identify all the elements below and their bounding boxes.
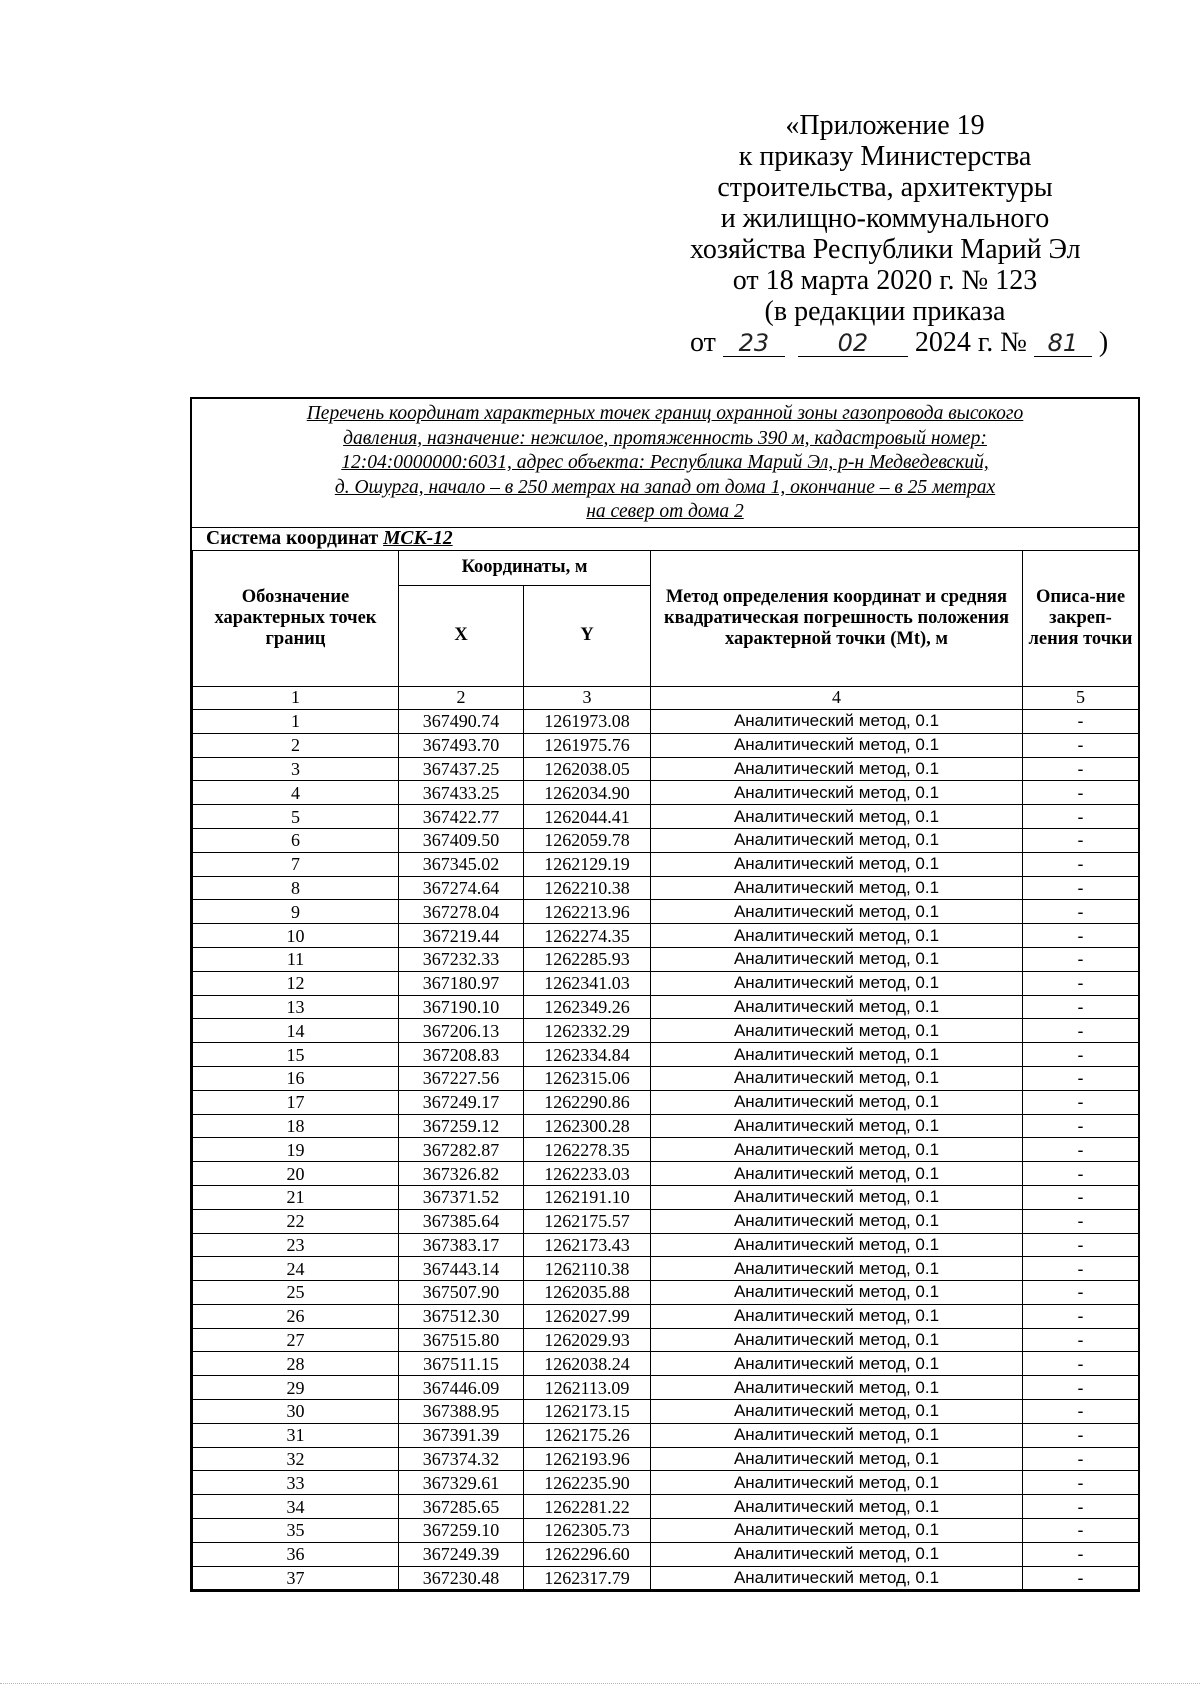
- table-row: [193, 1400, 1139, 1424]
- y-coordinate-cell: 1262038.24: [524, 1352, 651, 1376]
- x-coordinate-cell: 367274.64: [399, 876, 524, 900]
- point-number-cell: 18: [193, 1114, 399, 1138]
- method-cell: Аналитический метод, 0.1: [651, 1185, 1023, 1209]
- x-coordinate-cell: 367409.50: [399, 828, 524, 852]
- method-cell: Аналитический метод, 0.1: [651, 1376, 1023, 1400]
- point-number-cell: 36: [193, 1542, 399, 1566]
- method-cell: Аналитический метод, 0.1: [651, 1519, 1023, 1543]
- method-cell: Аналитический метод, 0.1: [651, 971, 1023, 995]
- header-designation: Обозначение характерных точек границ: [193, 550, 399, 686]
- point-number-cell: 10: [193, 924, 399, 948]
- y-coordinate-cell: 1262296.60: [524, 1542, 651, 1566]
- description-cell: -: [1023, 1138, 1139, 1162]
- point-number-cell: 28: [193, 1352, 399, 1376]
- description-cell: -: [1023, 1090, 1139, 1114]
- method-cell: Аналитический метод, 0.1: [651, 1400, 1023, 1424]
- description-cell: -: [1023, 1185, 1139, 1209]
- table-row: [193, 1566, 1139, 1590]
- method-cell: Аналитический метод, 0.1: [651, 1542, 1023, 1566]
- y-coordinate-cell: 1262038.05: [524, 757, 651, 781]
- description-cell: -: [1023, 1019, 1139, 1043]
- table-row: [193, 828, 1139, 852]
- column-number: 1: [193, 686, 399, 709]
- table-row: [193, 805, 1139, 829]
- x-coordinate-cell: 367493.70: [399, 733, 524, 757]
- column-number: 4: [651, 686, 1023, 709]
- x-coordinate-cell: 367383.17: [399, 1233, 524, 1257]
- x-coordinate-cell: 367446.09: [399, 1376, 524, 1400]
- table-row: [193, 1162, 1139, 1186]
- description-cell: -: [1023, 1281, 1139, 1305]
- description-cell: -: [1023, 805, 1139, 829]
- title-line-3: 12:04:0000000:6031, адрес объекта: Республика Марий Эл, р-н Медведевский,: [341, 452, 989, 474]
- description-cell: -: [1023, 1519, 1139, 1543]
- table-row: [193, 1090, 1139, 1114]
- table-row: [193, 1447, 1139, 1471]
- method-cell: Аналитический метод, 0.1: [651, 1209, 1023, 1233]
- method-cell: Аналитический метод, 0.1: [651, 733, 1023, 757]
- handwritten-month: 02: [798, 330, 908, 357]
- description-cell: -: [1023, 995, 1139, 1019]
- table-row: [193, 757, 1139, 781]
- close-paren: ): [1098, 327, 1109, 358]
- x-coordinate-cell: 367329.61: [399, 1471, 524, 1495]
- point-number-cell: 32: [193, 1447, 399, 1471]
- table-row: [193, 1376, 1139, 1400]
- x-coordinate-cell: 367443.14: [399, 1257, 524, 1281]
- point-number-cell: 29: [193, 1376, 399, 1400]
- description-cell: -: [1023, 1566, 1139, 1590]
- table-row: [193, 1495, 1139, 1519]
- table-row: [193, 995, 1139, 1019]
- point-number-cell: 11: [193, 947, 399, 971]
- table-row: [193, 1542, 1139, 1566]
- x-coordinate-cell: 367206.13: [399, 1019, 524, 1043]
- x-coordinate-cell: 367511.15: [399, 1352, 524, 1376]
- method-cell: Аналитический метод, 0.1: [651, 1471, 1023, 1495]
- point-number-cell: 34: [193, 1495, 399, 1519]
- description-cell: -: [1023, 1471, 1139, 1495]
- point-number-cell: 3: [193, 757, 399, 781]
- table-row: [193, 1328, 1139, 1352]
- x-coordinate-cell: 367326.82: [399, 1162, 524, 1186]
- method-cell: Аналитический метод, 0.1: [651, 1566, 1023, 1590]
- y-coordinate-cell: 1262334.84: [524, 1043, 651, 1067]
- point-number-cell: 37: [193, 1566, 399, 1590]
- method-cell: Аналитический метод, 0.1: [651, 1495, 1023, 1519]
- description-cell: -: [1023, 947, 1139, 971]
- point-number-cell: 35: [193, 1519, 399, 1543]
- x-coordinate-cell: 367512.30: [399, 1304, 524, 1328]
- coordinate-system-label: Система координат: [206, 527, 379, 549]
- table-row: [193, 924, 1139, 948]
- method-cell: Аналитический метод, 0.1: [651, 1090, 1023, 1114]
- point-number-cell: 21: [193, 1185, 399, 1209]
- y-coordinate-cell: 1262059.78: [524, 828, 651, 852]
- page-bottom-rule: [0, 1683, 1200, 1684]
- coordinate-system-row: [192, 528, 1138, 550]
- x-coordinate-cell: 367208.83: [399, 1043, 524, 1067]
- header-y: Y: [524, 585, 651, 686]
- y-coordinate-cell: 1262175.26: [524, 1423, 651, 1447]
- method-cell: Аналитический метод, 0.1: [651, 1328, 1023, 1352]
- table-row: [193, 947, 1139, 971]
- method-cell: Аналитический метод, 0.1: [651, 781, 1023, 805]
- description-cell: -: [1023, 1114, 1139, 1138]
- table-title: [192, 399, 1138, 528]
- method-cell: Аналитический метод, 0.1: [651, 828, 1023, 852]
- method-cell: Аналитический метод, 0.1: [651, 709, 1023, 733]
- description-cell: -: [1023, 876, 1139, 900]
- y-coordinate-cell: 1262110.38: [524, 1257, 651, 1281]
- description-cell: -: [1023, 924, 1139, 948]
- y-coordinate-cell: 1262305.73: [524, 1519, 651, 1543]
- header-coordinates: Координаты, м: [399, 550, 651, 585]
- method-cell: Аналитический метод, 0.1: [651, 1138, 1023, 1162]
- description-cell: -: [1023, 1162, 1139, 1186]
- description-cell: -: [1023, 1352, 1139, 1376]
- appendix-line-6: от 18 марта 2020 г. № 123: [732, 265, 1038, 296]
- method-cell: Аналитический метод, 0.1: [651, 1233, 1023, 1257]
- y-coordinate-cell: 1262317.79: [524, 1566, 651, 1590]
- y-coordinate-cell: 1262034.90: [524, 781, 651, 805]
- x-coordinate-cell: 367422.77: [399, 805, 524, 829]
- appendix-line-2: к приказу Министерства: [738, 141, 1032, 172]
- description-cell: -: [1023, 900, 1139, 924]
- x-coordinate-cell: 367180.97: [399, 971, 524, 995]
- table-row: [193, 1114, 1139, 1138]
- table-row: [193, 1066, 1139, 1090]
- table-row: [193, 876, 1139, 900]
- description-cell: -: [1023, 757, 1139, 781]
- method-cell: Аналитический метод, 0.1: [651, 1281, 1023, 1305]
- header-description: Описа-ние закреп-ления точки: [1023, 550, 1139, 686]
- method-cell: Аналитический метод, 0.1: [651, 757, 1023, 781]
- table-row: [193, 1185, 1139, 1209]
- y-coordinate-cell: 1262175.57: [524, 1209, 651, 1233]
- title-line-2: давления, назначение: нежилое, протяженность 390 м, кадастровый номер:: [343, 427, 987, 449]
- y-coordinate-cell: 1262235.90: [524, 1471, 651, 1495]
- x-coordinate-cell: 367374.32: [399, 1447, 524, 1471]
- table-row: [193, 900, 1139, 924]
- point-number-cell: 20: [193, 1162, 399, 1186]
- method-cell: Аналитический метод, 0.1: [651, 852, 1023, 876]
- point-number-cell: 2: [193, 733, 399, 757]
- point-number-cell: 15: [193, 1043, 399, 1067]
- table-row: [193, 1471, 1139, 1495]
- description-cell: -: [1023, 1542, 1139, 1566]
- table-row: [193, 1233, 1139, 1257]
- x-coordinate-cell: 367249.39: [399, 1542, 524, 1566]
- y-coordinate-cell: 1262341.03: [524, 971, 651, 995]
- method-cell: Аналитический метод, 0.1: [651, 1423, 1023, 1447]
- coordinates-document: [190, 397, 1140, 1592]
- point-number-cell: 22: [193, 1209, 399, 1233]
- y-coordinate-cell: 1262193.96: [524, 1447, 651, 1471]
- y-coordinate-cell: 1262027.99: [524, 1304, 651, 1328]
- title-line-5: на север от дома 2: [586, 501, 744, 523]
- x-coordinate-cell: 367230.48: [399, 1566, 524, 1590]
- table-row: [193, 1138, 1139, 1162]
- method-cell: Аналитический метод, 0.1: [651, 1066, 1023, 1090]
- x-coordinate-cell: 367259.12: [399, 1114, 524, 1138]
- y-coordinate-cell: 1261973.08: [524, 709, 651, 733]
- method-cell: Аналитический метод, 0.1: [651, 947, 1023, 971]
- x-coordinate-cell: 367345.02: [399, 852, 524, 876]
- x-coordinate-cell: 367227.56: [399, 1066, 524, 1090]
- method-cell: Аналитический метод, 0.1: [651, 876, 1023, 900]
- column-number-row: [193, 686, 1139, 709]
- y-coordinate-cell: 1262191.10: [524, 1185, 651, 1209]
- y-coordinate-cell: 1262213.96: [524, 900, 651, 924]
- header-x: X: [399, 585, 524, 686]
- description-cell: -: [1023, 1066, 1139, 1090]
- table-row: [193, 852, 1139, 876]
- method-cell: Аналитический метод, 0.1: [651, 1257, 1023, 1281]
- description-cell: -: [1023, 852, 1139, 876]
- appendix-line-5: хозяйства Республики Марий Эл: [690, 234, 1081, 265]
- x-coordinate-cell: 367371.52: [399, 1185, 524, 1209]
- description-cell: -: [1023, 733, 1139, 757]
- description-cell: -: [1023, 1376, 1139, 1400]
- y-coordinate-cell: 1262290.86: [524, 1090, 651, 1114]
- table-row: [193, 1281, 1139, 1305]
- description-cell: -: [1023, 1328, 1139, 1352]
- appendix-line-4: и жилищно-коммунального: [720, 203, 1050, 234]
- y-coordinate-cell: 1262035.88: [524, 1281, 651, 1305]
- point-number-cell: 14: [193, 1019, 399, 1043]
- y-coordinate-cell: 1262029.93: [524, 1328, 651, 1352]
- point-number-cell: 12: [193, 971, 399, 995]
- coordinates-table: [192, 550, 1139, 1590]
- from-word: от: [690, 327, 716, 358]
- description-cell: -: [1023, 709, 1139, 733]
- y-coordinate-cell: 1262300.28: [524, 1114, 651, 1138]
- y-coordinate-cell: 1262274.35: [524, 924, 651, 948]
- point-number-cell: 5: [193, 805, 399, 829]
- table-row: [193, 1352, 1139, 1376]
- handwritten-order-number: 81: [1034, 330, 1092, 357]
- y-coordinate-cell: 1262129.19: [524, 852, 651, 876]
- table-row: [193, 709, 1139, 733]
- description-cell: -: [1023, 1043, 1139, 1067]
- appendix-header: [690, 110, 1109, 358]
- y-coordinate-cell: 1262044.41: [524, 805, 651, 829]
- point-number-cell: 24: [193, 1257, 399, 1281]
- y-coordinate-cell: 1261975.76: [524, 733, 651, 757]
- point-number-cell: 26: [193, 1304, 399, 1328]
- table-row: [193, 1519, 1139, 1543]
- point-number-cell: 16: [193, 1066, 399, 1090]
- title-line-4: д. Ошурга, начало – в 250 метрах на запад от дома 1, окончание – в 25 метрах: [334, 476, 996, 498]
- point-number-cell: 6: [193, 828, 399, 852]
- table-row: [193, 971, 1139, 995]
- header-method: Метод определения координат и средняя квадратическая погрешность положения характерной точки (Mt), м: [651, 550, 1023, 686]
- y-coordinate-cell: 1262281.22: [524, 1495, 651, 1519]
- description-cell: -: [1023, 1423, 1139, 1447]
- x-coordinate-cell: 367232.33: [399, 947, 524, 971]
- y-coordinate-cell: 1262210.38: [524, 876, 651, 900]
- table-row: [193, 1043, 1139, 1067]
- description-cell: -: [1023, 1495, 1139, 1519]
- point-number-cell: 31: [193, 1423, 399, 1447]
- x-coordinate-cell: 367388.95: [399, 1400, 524, 1424]
- appendix-line-1: «Приложение 19: [785, 110, 985, 141]
- x-coordinate-cell: 367219.44: [399, 924, 524, 948]
- point-number-cell: 19: [193, 1138, 399, 1162]
- y-coordinate-cell: 1262332.29: [524, 1019, 651, 1043]
- y-coordinate-cell: 1262173.15: [524, 1400, 651, 1424]
- method-cell: Аналитический метод, 0.1: [651, 900, 1023, 924]
- y-coordinate-cell: 1262173.43: [524, 1233, 651, 1257]
- coordinates-table-body: [193, 709, 1139, 1589]
- point-number-cell: 4: [193, 781, 399, 805]
- x-coordinate-cell: 367282.87: [399, 1138, 524, 1162]
- x-coordinate-cell: 367490.74: [399, 709, 524, 733]
- point-number-cell: 27: [193, 1328, 399, 1352]
- amendment-line: [690, 327, 1109, 358]
- y-coordinate-cell: 1262315.06: [524, 1066, 651, 1090]
- handwritten-day: 23: [723, 330, 785, 357]
- table-row: [193, 1423, 1139, 1447]
- point-number-cell: 7: [193, 852, 399, 876]
- description-cell: -: [1023, 781, 1139, 805]
- table-row: [193, 1257, 1139, 1281]
- point-number-cell: 23: [193, 1233, 399, 1257]
- method-cell: Аналитический метод, 0.1: [651, 924, 1023, 948]
- x-coordinate-cell: 367391.39: [399, 1423, 524, 1447]
- method-cell: Аналитический метод, 0.1: [651, 1019, 1023, 1043]
- method-cell: Аналитический метод, 0.1: [651, 1043, 1023, 1067]
- y-coordinate-cell: 1262278.35: [524, 1138, 651, 1162]
- description-cell: -: [1023, 828, 1139, 852]
- method-cell: Аналитический метод, 0.1: [651, 1162, 1023, 1186]
- method-cell: Аналитический метод, 0.1: [651, 1447, 1023, 1471]
- point-number-cell: 8: [193, 876, 399, 900]
- method-cell: Аналитический метод, 0.1: [651, 1114, 1023, 1138]
- coordinate-system-name: МСК-12: [383, 527, 453, 549]
- x-coordinate-cell: 367278.04: [399, 900, 524, 924]
- table-row: [193, 1304, 1139, 1328]
- point-number-cell: 33: [193, 1471, 399, 1495]
- description-cell: -: [1023, 1447, 1139, 1471]
- y-coordinate-cell: 1262233.03: [524, 1162, 651, 1186]
- x-coordinate-cell: 367259.10: [399, 1519, 524, 1543]
- x-coordinate-cell: 367385.64: [399, 1209, 524, 1233]
- x-coordinate-cell: 367515.80: [399, 1328, 524, 1352]
- description-cell: -: [1023, 1304, 1139, 1328]
- point-number-cell: 30: [193, 1400, 399, 1424]
- point-number-cell: 25: [193, 1281, 399, 1305]
- appendix-line-3: строительства, архитектуры: [717, 172, 1053, 203]
- table-row: [193, 1019, 1139, 1043]
- description-cell: -: [1023, 1400, 1139, 1424]
- method-cell: Аналитический метод, 0.1: [651, 805, 1023, 829]
- description-cell: -: [1023, 1233, 1139, 1257]
- point-number-cell: 13: [193, 995, 399, 1019]
- title-line-1: Перечень координат характерных точек границ охранной зоны газопровода высокого: [306, 403, 1024, 424]
- point-number-cell: 1: [193, 709, 399, 733]
- y-coordinate-cell: 1262113.09: [524, 1376, 651, 1400]
- description-cell: -: [1023, 1209, 1139, 1233]
- x-coordinate-cell: 367285.65: [399, 1495, 524, 1519]
- method-cell: Аналитический метод, 0.1: [651, 995, 1023, 1019]
- x-coordinate-cell: 367249.17: [399, 1090, 524, 1114]
- description-cell: -: [1023, 971, 1139, 995]
- x-coordinate-cell: 367507.90: [399, 1281, 524, 1305]
- table-row: [193, 733, 1139, 757]
- column-number: 5: [1023, 686, 1139, 709]
- point-number-cell: 17: [193, 1090, 399, 1114]
- table-row: [193, 781, 1139, 805]
- year-number-text: 2024 г. №: [914, 327, 1027, 358]
- point-number-cell: 9: [193, 900, 399, 924]
- y-coordinate-cell: 1262349.26: [524, 995, 651, 1019]
- method-cell: Аналитический метод, 0.1: [651, 1352, 1023, 1376]
- x-coordinate-cell: 367433.25: [399, 781, 524, 805]
- description-cell: -: [1023, 1257, 1139, 1281]
- appendix-line-7: (в редакции приказа: [764, 296, 1006, 327]
- table-row: [193, 1209, 1139, 1233]
- y-coordinate-cell: 1262285.93: [524, 947, 651, 971]
- method-cell: Аналитический метод, 0.1: [651, 1304, 1023, 1328]
- column-number: 2: [399, 686, 524, 709]
- x-coordinate-cell: 367437.25: [399, 757, 524, 781]
- x-coordinate-cell: 367190.10: [399, 995, 524, 1019]
- column-number: 3: [524, 686, 651, 709]
